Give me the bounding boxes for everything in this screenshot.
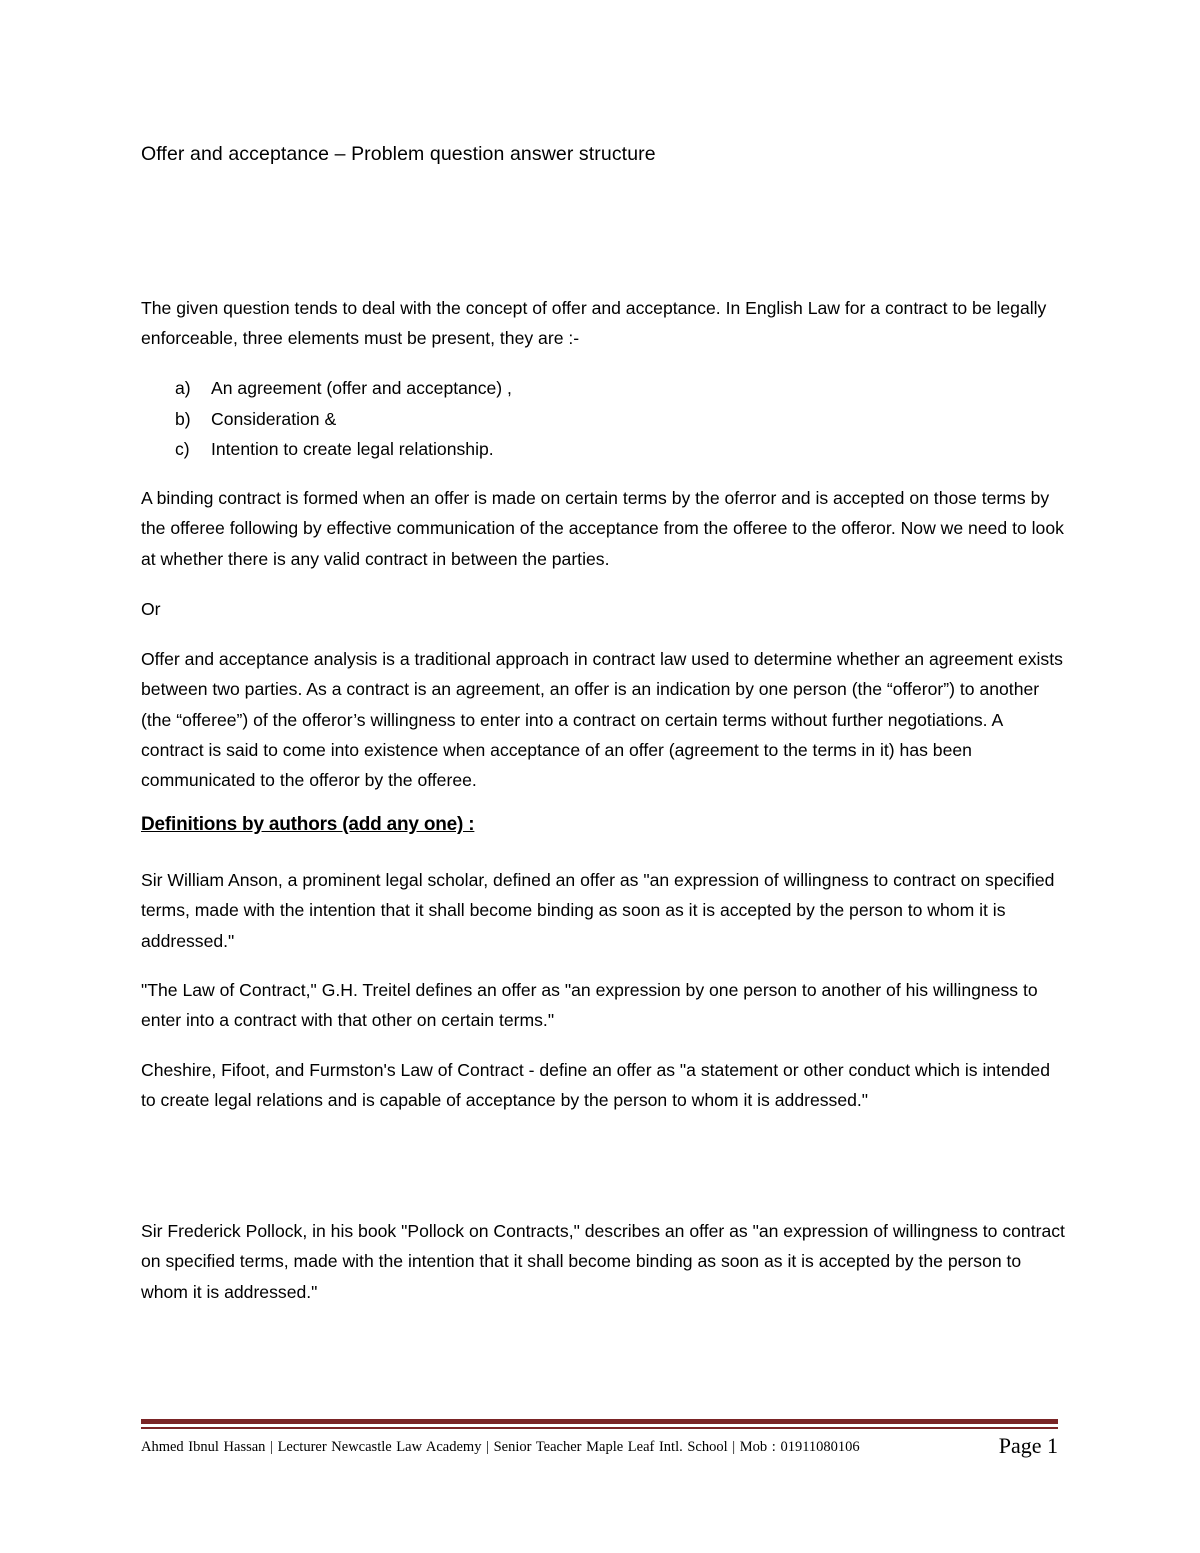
binding-contract-paragraph: A binding contract is formed when an offer is made on certain terms by the oferror and is accepted on those terms by the offeree following by effective communication of the acceptance from the offeree to the offeror. Now we need to look at whether there is any valid contract in between the parties. [141, 488, 1064, 569]
intro-paragraph: The given question tends to deal with the concept of offer and acceptance. In English Law for a contract to be legally enforceable, three elements must be present, they are :- [141, 298, 1047, 349]
definition-cheshire: Cheshire, Fifoot, and Furmston's Law of Contract - define an offer as "a statement or other conduct which is intended to create legal relations and is capable of acceptance by the person to whom it is addressed." [141, 1060, 1050, 1111]
list-item-text: Intention to create legal relationship. [211, 439, 494, 460]
definition-pollock: Sir Frederick Pollock, in his book "Pollock on Contracts," describes an offer as "an expression of willingness to contract on specified terms, made with the intention that it shall become binding as soon as it is accepted by the person to whom it is addressed." [141, 1221, 1065, 1302]
list-marker: a) [175, 378, 191, 398]
footer-divider-thick [141, 1419, 1058, 1424]
definitions-heading: Definitions by authors (add any one) : [141, 814, 475, 835]
list-marker: b) [175, 408, 191, 429]
list-item [141, 404, 512, 435]
page-number: Page 1 [998, 1433, 1058, 1458]
footer-divider-thin [141, 1427, 1058, 1429]
definition-anson: Sir William Anson, a prominent legal scholar, defined an offer as "an expression of willingness to contract on specified terms, made with the intention that it shall become binding as soon as it is accepted by the person to whom it is addressed." [141, 870, 1055, 951]
or-text: Or [141, 599, 161, 619]
list-item [141, 434, 512, 465]
document-title: Offer and acceptance – Problem question answer structure [141, 143, 656, 165]
analysis-paragraph: Offer and acceptance analysis is a traditional approach in contract law used to determine whether an agreement exists between two parties. As a contract is an agreement, an offer is an indication by one person (the “offeror”) to another (the “offeree”) of the offeror’s willingness to enter into a contract on certain terms without further negotiations. A contract is said to come into existence when acceptance of an offer (agreement to the terms in it) has been communicated to the offeror by the offeree. [141, 649, 1063, 791]
list-marker: c) [175, 439, 190, 460]
list-item-text: Consideration & [211, 408, 337, 429]
list-item-text: An agreement (offer and acceptance) , [211, 378, 512, 398]
footer-author-line: Ahmed Ibnul Hassan | Lecturer Newcastle Law Academy | Senior Teacher Maple Leaf Intl. School | Mob : 01911080106 [141, 1439, 860, 1455]
page-footer [141, 1433, 1058, 1463]
elements-list [141, 373, 512, 465]
definition-treitel: "The Law of Contract," G.H. Treitel defines an offer as "an expression by one person to another of his willingness to enter into a contract with that other on certain terms." [141, 980, 1038, 1031]
list-item [141, 373, 512, 404]
